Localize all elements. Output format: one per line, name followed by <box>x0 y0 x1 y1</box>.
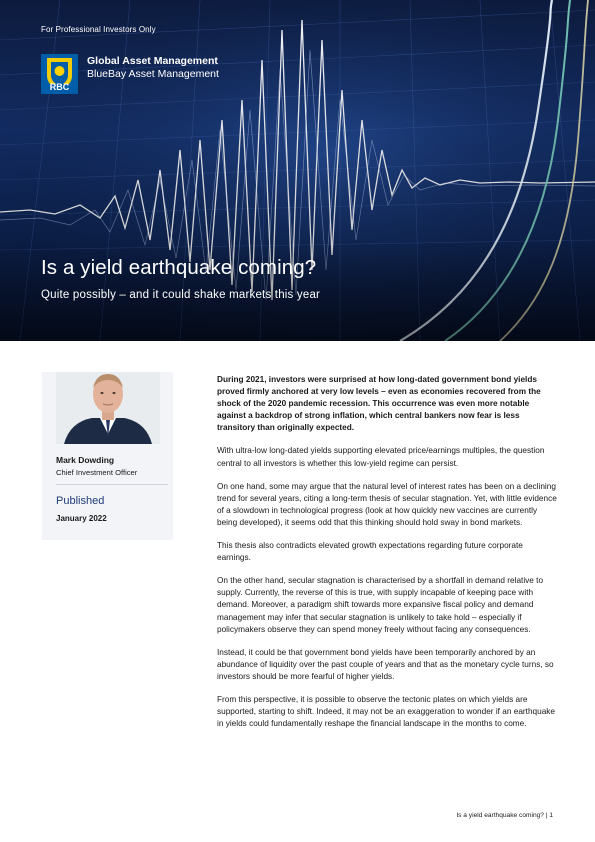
author-role: Chief Investment Officer <box>56 468 138 477</box>
article-paragraph-lead: During 2021, investors were surprised at how long-dated government bond yields proved firmly anchored at very low levels – even as economies recovered from the shock of the 2020 pandemic recession. This occurrence was even more notable against a backdrop of strong inflation, which central bankers now fear is less transitory than originally expected. <box>217 375 541 433</box>
published-date: January 2022 <box>56 514 107 523</box>
audience-tagline: For Professional Investors Only <box>41 25 156 34</box>
brand-name-secondary: BlueBay Asset Management <box>87 68 219 80</box>
author-photo <box>56 372 160 444</box>
hero-banner <box>0 0 595 341</box>
article-paragraph: From this perspective, it is possible to observe the tectonic plates on which yields are supported, starting to shift. Indeed, it may not be an exaggeration to wonder if an earthquake in yields could fundamentally reshape the financial landscape in the months to come. <box>217 694 556 729</box>
article-paragraph: On one hand, some may argue that the natural level of interest rates has been on a declining trend for several years, citing a long-term thesis of secular stagnation. Yet, with little evidence of a slowdown in technological progress (look at how quickly new vaccines are currently being developed), it seems odd that this thinking should hold sway in bond markets. <box>217 481 557 527</box>
rbc-lion-shield-logo <box>41 54 78 94</box>
page-title: Is a yield earthquake coming? <box>41 256 317 279</box>
article-paragraph: This thesis also contradicts elevated growth expectations regarding future corporate earnings. <box>217 541 523 563</box>
author-card <box>42 372 173 540</box>
article-paragraph: With ultra-low long-dated yields supporting elevated price/earnings multiples, the question central to all investors is whether this low-yield regime can persist. <box>217 446 545 468</box>
author-name: Mark Dowding <box>56 455 115 465</box>
article-body <box>217 374 557 741</box>
logo-text: RBC <box>49 82 70 92</box>
published-label: Published <box>56 495 105 507</box>
brand-name-primary: Global Asset Management <box>87 55 218 67</box>
divider <box>56 484 168 485</box>
page-subtitle: Quite possibly – and it could shake markets this year <box>41 289 321 301</box>
page-footer: Is a yield earthquake coming? | 1 <box>456 812 553 819</box>
article-paragraph: Instead, it could be that government bond yields have been temporarily anchored by an abundance of liquidity over the past couple of years and that as the monetary cycle turns, so investors should be more fearful of higher yields. <box>217 647 554 681</box>
article-paragraph: On the other hand, secular stagnation is characterised by a shortfall in demand relative to supply. Currently, the reverse of this is true, with supply incapable of keeping pace with demand. Moreover, a paradigm shift towards more expansive fiscal policy and demand management may infer that secular stagnation is unlikely to take hold – especially if policymakers observe they can spend money freely without facing any consequences. <box>217 576 544 634</box>
